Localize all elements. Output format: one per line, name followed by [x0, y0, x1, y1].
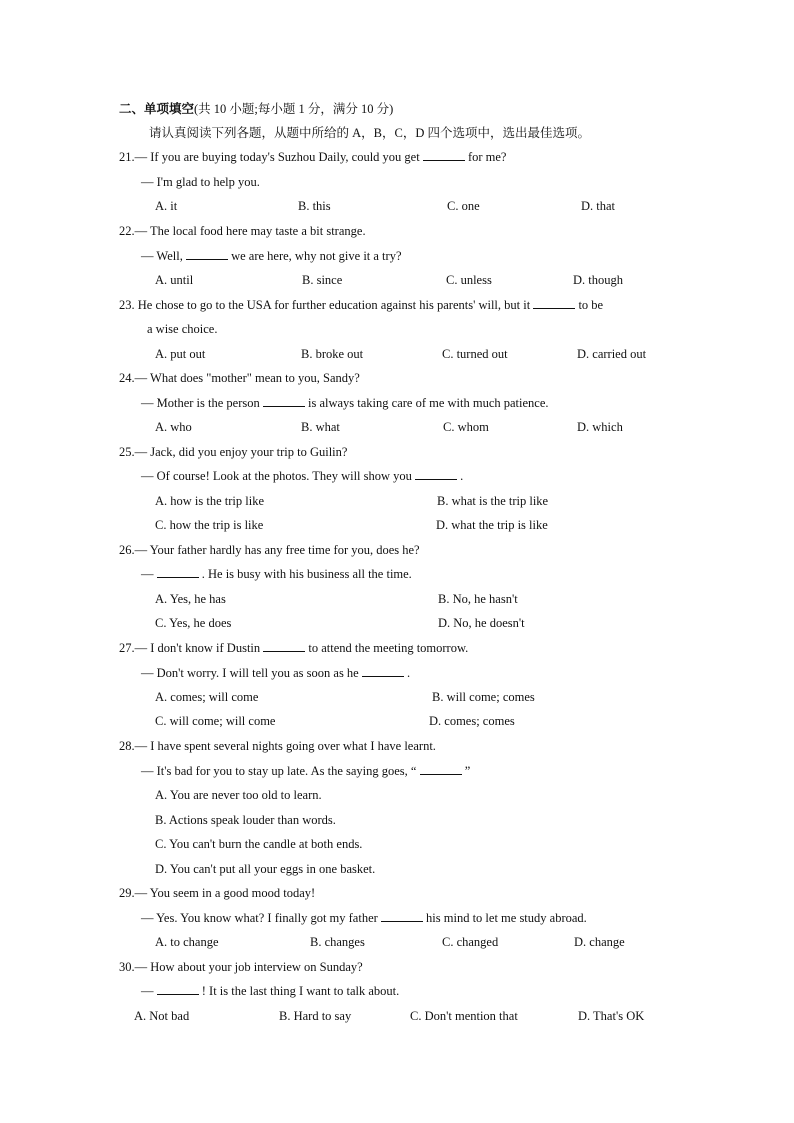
answer-blank	[533, 297, 575, 309]
question-text: we are here, why not give it a try?	[231, 249, 402, 263]
option-b: B. what is the trip like	[437, 494, 549, 508]
question-text: — It's bad for you to stay up late. As the saying goes, “	[141, 764, 417, 778]
question-text: — Mother is the person	[141, 396, 260, 410]
question-text: . He is busy with his business all the time.	[201, 567, 412, 581]
question-text: his mind to let me study abroad.	[426, 911, 587, 925]
option-d: D. what the trip is like	[436, 518, 548, 532]
option-b: B. changes	[310, 935, 365, 949]
answer-blank	[381, 910, 423, 922]
question-30-line-2	[141, 983, 399, 999]
option-b: B. what	[301, 420, 340, 434]
answer-blank	[263, 395, 305, 407]
question-28-line-1: 28.— I have spent several nights going over what I have learnt.	[119, 739, 436, 753]
option-a: A. Not bad	[134, 1009, 190, 1023]
question-text: .	[460, 469, 464, 483]
question-text: — Don't worry. I will tell you as soon as he	[141, 666, 359, 680]
option-d: D. change	[574, 935, 625, 949]
question-26-line-2	[141, 566, 412, 582]
question-text: 21.— If you are buying today's Suzhou Daily, could you get	[119, 150, 420, 164]
answer-blank	[263, 640, 305, 652]
question-text: — Well,	[141, 249, 183, 263]
option-b: B. broke out	[301, 347, 364, 361]
question-text: ”	[464, 764, 471, 778]
option-d: D. carried out	[577, 347, 647, 361]
question-22-line-2	[141, 248, 402, 264]
question-text: to be	[578, 298, 604, 312]
question-25-line-2	[141, 468, 463, 484]
option-c: C. Yes, he does	[155, 616, 232, 630]
question-24-line-2	[141, 395, 549, 411]
question-text: to attend the meeting tomorrow.	[308, 641, 469, 655]
option-d: D. though	[573, 273, 623, 287]
question-23-line-1	[119, 297, 603, 313]
option-b: B. Actions speak louder than words.	[155, 813, 336, 827]
option-a: A. Yes, he has	[155, 592, 226, 606]
question-text: 27.— I don't know if Dustin	[119, 641, 261, 655]
option-d: D. You can't put all your eggs in one basket.	[155, 862, 376, 876]
option-b: B. will come; comes	[432, 690, 535, 704]
option-a: A. put out	[155, 347, 206, 361]
section-heading-rest: (共 10 小题;每小题 1 分，满分 10 分)	[194, 102, 394, 116]
option-c: C. one	[447, 199, 480, 213]
question-21-line-1	[119, 149, 506, 165]
option-c: C. how the trip is like	[155, 518, 264, 532]
question-text: — Yes. You know what? I finally got my father	[141, 911, 378, 925]
answer-blank	[423, 149, 465, 161]
option-c: C. Don't mention that	[410, 1009, 518, 1023]
option-b: B. No, he hasn't	[438, 592, 518, 606]
option-d: D. that	[581, 199, 616, 213]
question-29-line-2	[141, 910, 587, 926]
question-text: —	[141, 567, 154, 581]
question-23-line-2: a wise choice.	[147, 322, 218, 336]
option-c: C. turned out	[442, 347, 508, 361]
section-heading	[119, 101, 393, 117]
question-text: —	[141, 984, 154, 998]
option-b: B. since	[302, 273, 343, 287]
option-c: C. unless	[446, 273, 492, 287]
option-c: C. whom	[443, 420, 489, 434]
question-text: for me?	[467, 150, 507, 164]
question-25-line-1: 25.— Jack, did you enjoy your trip to Guilin?	[119, 445, 348, 459]
question-24-line-1: 24.— What does "mother" mean to you, Sandy?	[119, 371, 360, 385]
answer-blank	[415, 468, 457, 480]
option-b: B. Hard to say	[279, 1009, 352, 1023]
option-c: C. changed	[442, 935, 499, 949]
option-a: A. You are never too old to learn.	[155, 788, 322, 802]
option-a: A. who	[155, 420, 192, 434]
question-29-line-1: 29.— You seem in a good mood today!	[119, 886, 316, 900]
option-a: A. to change	[155, 935, 219, 949]
question-26-line-1: 26.— Your father hardly has any free time for you, does he?	[119, 543, 420, 557]
question-text: .	[406, 666, 411, 680]
option-a: A. until	[155, 273, 194, 287]
question-22-line-1: 22.— The local food here may taste a bit strange.	[119, 224, 366, 238]
answer-blank	[157, 983, 199, 995]
option-d: D. No, he doesn't	[438, 616, 525, 630]
option-c: C. will come; will come	[155, 714, 276, 728]
answer-blank	[362, 665, 404, 677]
question-28-line-2	[141, 763, 470, 779]
question-30-line-1: 30.— How about your job interview on Sunday?	[119, 960, 363, 974]
answer-blank	[186, 248, 228, 260]
option-d: D. which	[577, 420, 623, 434]
section-heading-bold: 二、单项填空	[119, 102, 195, 116]
option-b: B. this	[298, 199, 331, 213]
option-a: A. how is the trip like	[155, 494, 265, 508]
section-instruction: 请认真阅读下列各题，从题中所给的 A，B，C，D 四个选项中，选出最佳选项。	[149, 126, 590, 140]
question-text: ! It is the last thing I want to talk about.	[201, 984, 400, 998]
question-21-line-2: — I'm glad to help you.	[141, 175, 260, 189]
question-text: 23. He chose to go to the USA for further education against his parents' will, but it	[119, 298, 531, 312]
option-a: A. it	[155, 199, 178, 213]
option-c: C. You can't burn the candle at both ends.	[155, 837, 363, 851]
answer-blank	[420, 763, 462, 775]
question-27-line-2	[141, 665, 410, 681]
option-a: A. comes; will come	[155, 690, 259, 704]
question-27-line-1	[119, 640, 468, 656]
option-d: D. That's OK	[578, 1009, 645, 1023]
question-text: — Of course! Look at the photos. They will show you	[141, 469, 412, 483]
option-d: D. comes; comes	[429, 714, 515, 728]
answer-blank	[157, 566, 199, 578]
question-text: is always taking care of me with much patience.	[307, 396, 549, 410]
